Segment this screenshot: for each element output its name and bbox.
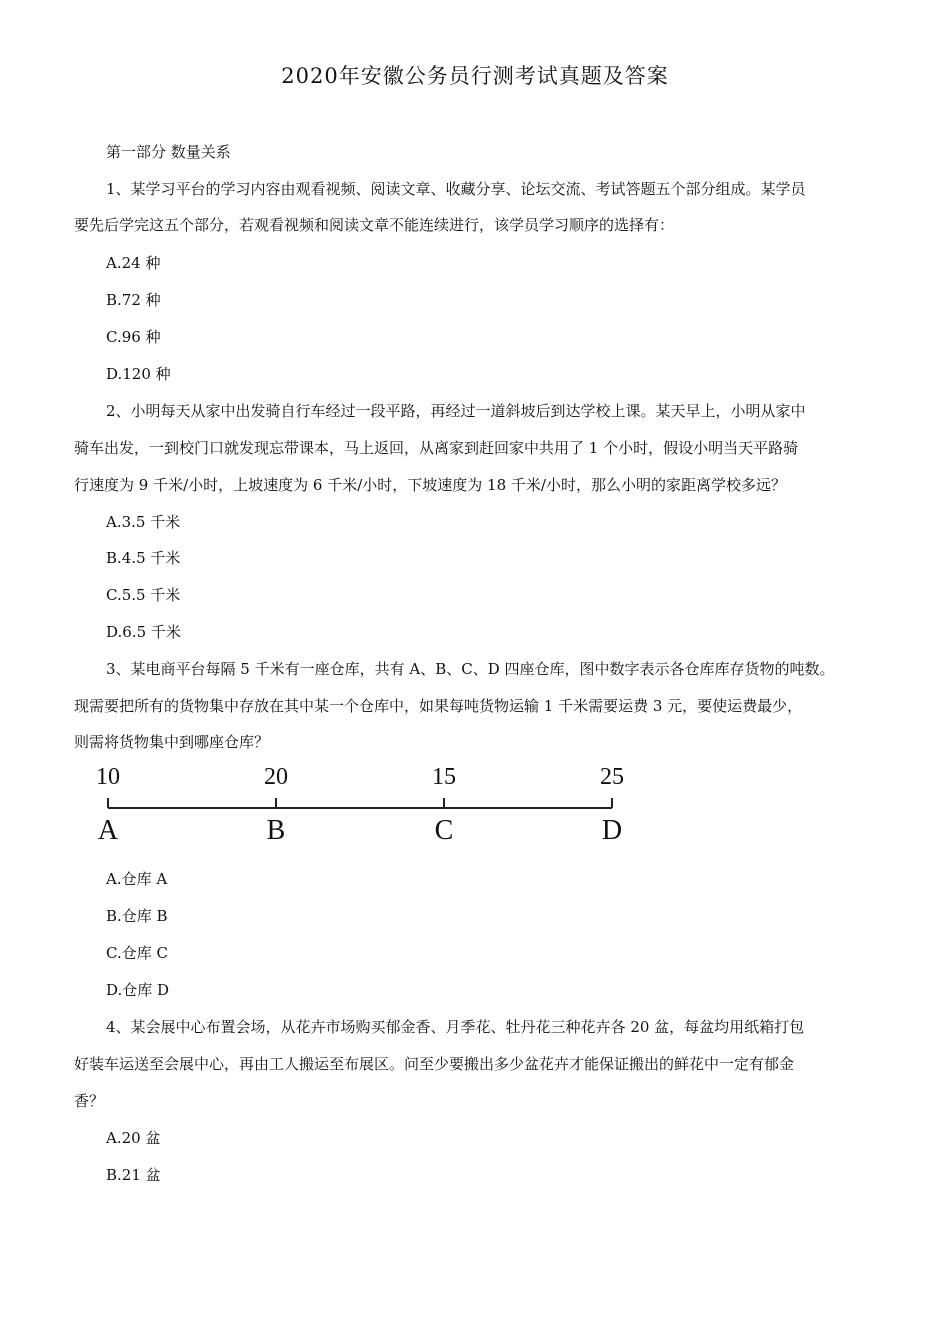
q3-option-a: A.仓库 A [106,870,168,888]
question-4-line-3: 香？ [74,1092,105,1110]
question-2-line-2: 骑车出发，一到校门口就发现忘带课本，马上返回，从离家到赶回家中共用了 1 个小时，假设小明当天平路骑 [74,439,799,457]
question-3-line-2: 现需要把所有的货物集中存放在其中某一个仓库中，如果每吨货物运输 1 千米需要运费 3 元，要使运费最少， [74,697,803,715]
question-2-line-3: 行速度为 9 千米/小时，上坡速度为 6 千米/小时，下坡速度为 18 千米/小时，那么小明的家距离学校多远？ [74,476,786,494]
q2-option-c: C.5.5 千米 [106,586,181,604]
page-title: 2020年安徽公务员行测考试真题及答案 [281,64,669,88]
q2-option-b: B.4.5 千米 [106,549,181,567]
q1-option-d: D.120 种 [106,365,171,383]
warehouse-value-d: 25 [600,764,624,790]
warehouse-label-a: A [97,815,119,846]
warehouse-value-c: 15 [432,764,456,790]
warehouse-label-c: C [434,815,454,846]
q2-option-a: A.3.5 千米 [106,513,181,531]
warehouse-label-b: B [266,815,286,846]
question-2-line-1: 2、小明每天从家中出发骑自行车经过一段平路，再经过一道斜坡后到达学校上课。某天早上，小明从家中 [106,402,806,420]
q2-option-d: D.6.5 千米 [106,623,181,641]
q1-option-b: B.72 种 [106,291,161,309]
q3-option-b: B.仓库 B [106,907,168,925]
question-3-line-3: 则需将货物集中到哪座仓库？ [74,733,270,751]
warehouse-value-a: 10 [96,764,120,790]
question-4-line-1: 4、某会展中心布置会场，从花卉市场购买郁金香、月季花、牡丹花三种花卉各 20 盆，每盆均用纸箱打包 [106,1018,805,1036]
question-3-line-1: 3、某电商平台每隔 5 千米有一座仓库，共有 A、B、C、D 四座仓库，图中数字表示各仓库库存货物的吨数。 [106,660,835,678]
warehouse-label-d: D [601,815,623,846]
q1-option-c: C.96 种 [106,328,161,346]
question-4-line-2: 好装车运送至会展中心，再由工人搬运至布展区。问至少要搬出多少盆花卉才能保证搬出的鲜花中一定有郁金 [74,1055,795,1073]
section-heading: 第一部分 数量关系 [106,143,231,161]
question-1-line-2: 要先后学完这五个部分，若观看视频和阅读文章不能连续进行，该学员学习顺序的选择有： [74,216,675,234]
q4-option-b: B.21 盆 [106,1166,161,1184]
q1-option-a: A.24 种 [106,254,161,272]
warehouse-value-b: 20 [264,764,288,790]
warehouse-diagram [80,760,640,850]
q3-option-c: C.仓库 C [106,944,168,962]
q3-option-d: D.仓库 D [106,981,170,999]
q4-option-a: A.20 盆 [106,1129,161,1147]
question-1-line-1: 1、某学习平台的学习内容由观看视频、阅读文章、收藏分享、论坛交流、考试答题五个部分组成。某学员 [106,180,806,198]
